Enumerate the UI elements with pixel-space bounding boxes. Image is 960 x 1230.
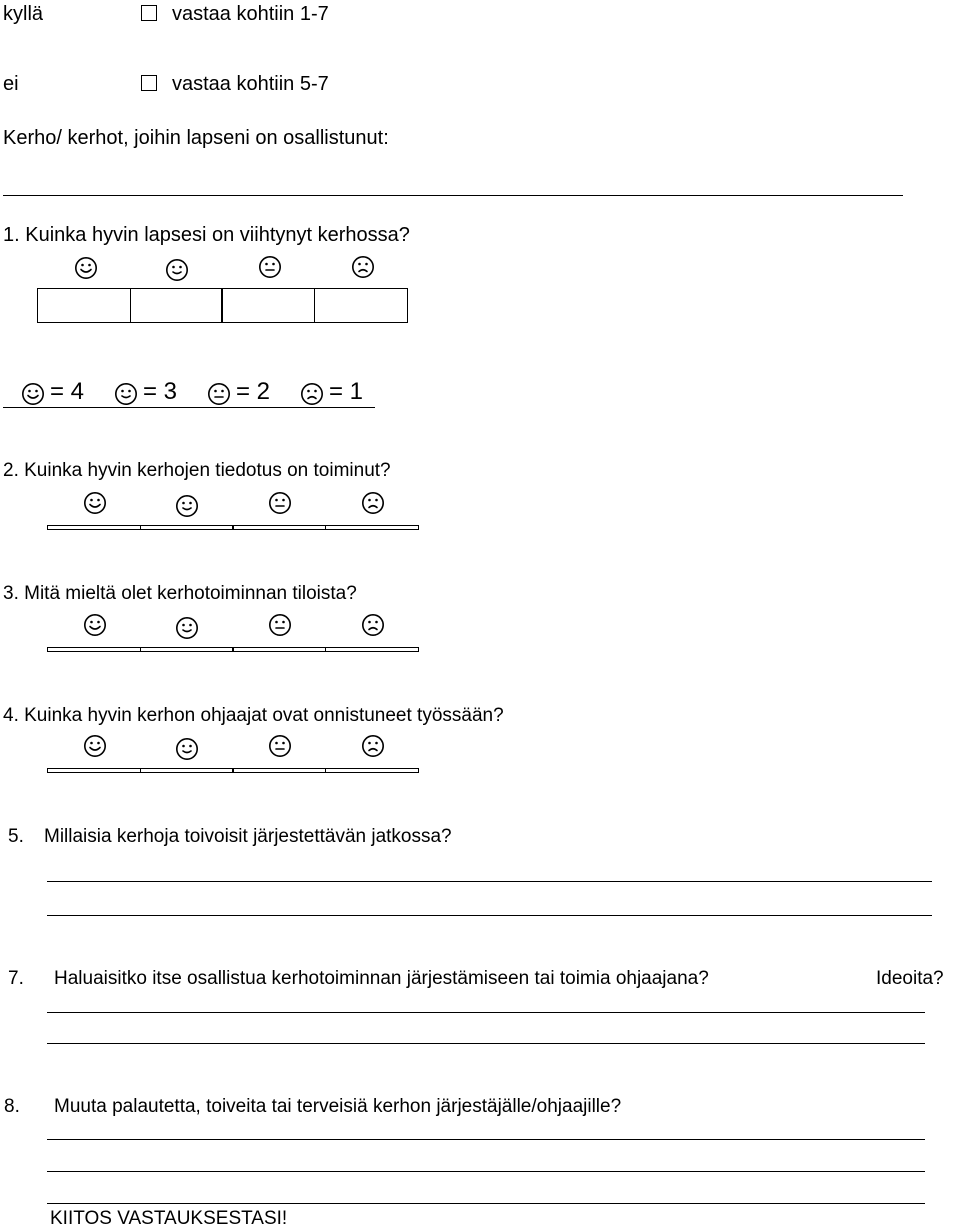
question-8-answer-line-2[interactable] [47, 1171, 925, 1172]
question-8-answer-line-1[interactable] [47, 1139, 925, 1140]
rating-cell-2[interactable] [232, 647, 326, 652]
rating-cell-2[interactable] [221, 288, 315, 323]
question-1-text: 1. Kuinka hyvin lapsesi on viihtynyt kerhossa? [3, 224, 410, 246]
question-5-number: 5. [8, 826, 24, 847]
neutral-face-icon [268, 491, 292, 515]
question-5-text: Millaisia kerhoja toivoisit järjestettävän jatkossa? [44, 826, 452, 847]
rating-cell-1[interactable] [314, 288, 408, 323]
very-happy-face-icon [83, 613, 107, 637]
clubs-answer-line[interactable] [3, 195, 903, 196]
option-no-checkbox[interactable] [141, 75, 157, 91]
question-8-text: Muuta palautetta, toiveita tai terveisiä kerhon järjestäjälle/ohjaajille? [54, 1096, 622, 1117]
legend-value-2: = 2 [236, 378, 271, 405]
legend-neutral-face-icon [207, 382, 231, 406]
legend-happy-face-icon [114, 382, 138, 406]
question-4-rating-grid [47, 768, 419, 773]
rating-cell-1[interactable] [325, 525, 419, 530]
rating-cell-3[interactable] [140, 525, 234, 530]
question-8-answer-line-3[interactable] [47, 1203, 925, 1204]
question-2-rating-grid [47, 525, 419, 530]
rating-cell-3[interactable] [140, 647, 234, 652]
legend-sad-face-icon [300, 382, 324, 406]
happy-face-icon [175, 494, 199, 518]
rating-cell-4[interactable] [37, 288, 131, 323]
option-yes-checkbox[interactable] [141, 5, 157, 21]
very-happy-face-icon [74, 256, 98, 280]
neutral-face-icon [268, 734, 292, 758]
option-no-instruction: vastaa kohtiin 5-7 [172, 73, 329, 95]
rating-cell-2[interactable] [232, 525, 326, 530]
question-2-text: 2. Kuinka hyvin kerhojen tiedotus on toiminut? [3, 460, 391, 481]
rating-cell-2[interactable] [232, 768, 326, 773]
question-4-text: 4. Kuinka hyvin kerhon ohjaajat ovat onnistuneet työssään? [3, 705, 504, 726]
sad-face-icon [361, 613, 385, 637]
thanks-text: KIITOS VASTAUKSESTASI! [50, 1208, 288, 1229]
question-3-text: 3. Mitä mieltä olet kerhotoiminnan tiloista? [3, 583, 357, 604]
legend-very-happy-face-icon [21, 382, 45, 406]
question-7-answer-line-1[interactable] [47, 1012, 925, 1013]
option-no-label: ei [3, 73, 19, 95]
question-1-rating-grid [37, 288, 408, 323]
rating-cell-3[interactable] [140, 768, 234, 773]
happy-face-icon [175, 616, 199, 640]
legend-value-3: = 3 [143, 378, 178, 405]
happy-face-icon [165, 258, 189, 282]
question-8-number: 8. [4, 1096, 20, 1117]
question-7-answer-line-2[interactable] [47, 1043, 925, 1044]
question-5-answer-line-1[interactable] [47, 881, 932, 882]
rating-cell-1[interactable] [325, 647, 419, 652]
sad-face-icon [361, 491, 385, 515]
rating-cell-4[interactable] [47, 647, 141, 652]
neutral-face-icon [268, 613, 292, 637]
very-happy-face-icon [83, 734, 107, 758]
legend-underline [3, 407, 375, 408]
legend-value-1: = 1 [329, 378, 364, 405]
rating-cell-4[interactable] [47, 768, 141, 773]
question-7-number: 7. [8, 968, 24, 989]
rating-cell-3[interactable] [130, 288, 223, 323]
question-5-answer-line-2[interactable] [47, 915, 932, 916]
rating-cell-1[interactable] [325, 768, 419, 773]
sad-face-icon [351, 255, 375, 279]
very-happy-face-icon [83, 491, 107, 515]
happy-face-icon [175, 737, 199, 761]
option-yes-instruction: vastaa kohtiin 1-7 [172, 3, 329, 25]
legend-value-4: = 4 [50, 378, 85, 405]
sad-face-icon [361, 734, 385, 758]
question-7-text: Haluaisitko itse osallistua kerhotoiminnan järjestämiseen tai toimia ohjaajana? [54, 968, 709, 989]
question-3-rating-grid [47, 647, 419, 652]
clubs-label: Kerho/ kerhot, joihin lapseni on osallistunut: [3, 127, 389, 149]
neutral-face-icon [258, 255, 282, 279]
option-yes-label: kyllä [3, 3, 44, 25]
question-7-ideas-label: Ideoita? [876, 968, 944, 989]
rating-cell-4[interactable] [47, 525, 141, 530]
